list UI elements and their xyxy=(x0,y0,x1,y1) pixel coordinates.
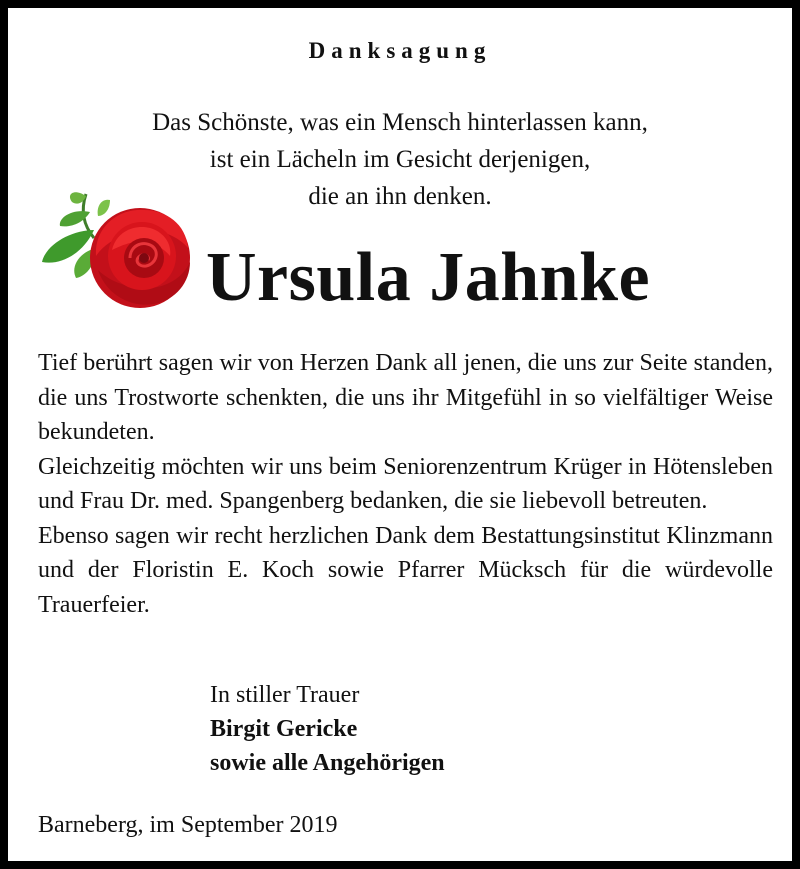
quote-line: Das Schönste, was ein Mensch hinterlassen kann, xyxy=(152,109,648,136)
thanks-text xyxy=(38,346,773,622)
heading: Danksagung xyxy=(308,38,492,63)
red-rose-icon xyxy=(36,186,206,316)
paragraph: Ebenso sagen wir recht herzlichen Dank dem Bestattungsinstitut Klinzmann und der Floristin E. Koch sowie Pfarrer Mücksch für die würdevolle Trauerfeier. xyxy=(38,522,773,618)
quote-line: ist ein Lächeln im Gesicht derjenigen, xyxy=(209,146,591,173)
relatives-line: sowie alle Angehörigen xyxy=(210,750,445,776)
quote-line: die an ihn denken. xyxy=(308,183,492,210)
mourner-name: Birgit Gericke xyxy=(210,716,358,742)
paragraph: Gleichzeitig möchten wir uns beim Seniorenzentrum Krüger in Hötensleben und Frau Dr. med. Spangenberg bedanken, die sie liebevoll betreuten. xyxy=(38,453,773,514)
signature-intro: In stiller Trauer xyxy=(210,682,360,708)
place-date: Barneberg, im September 2019 xyxy=(38,812,338,838)
paragraph: Tief berührt sagen wir von Herzen Dank all jenen, die uns zur Seite standen, die uns Trostworte schenkten, die uns ihr Mitgefühl in so vielfältiger Weise bekundeten. xyxy=(38,350,773,445)
signature-block xyxy=(210,678,445,780)
deceased-name: Ursula Jahnke xyxy=(206,239,651,316)
